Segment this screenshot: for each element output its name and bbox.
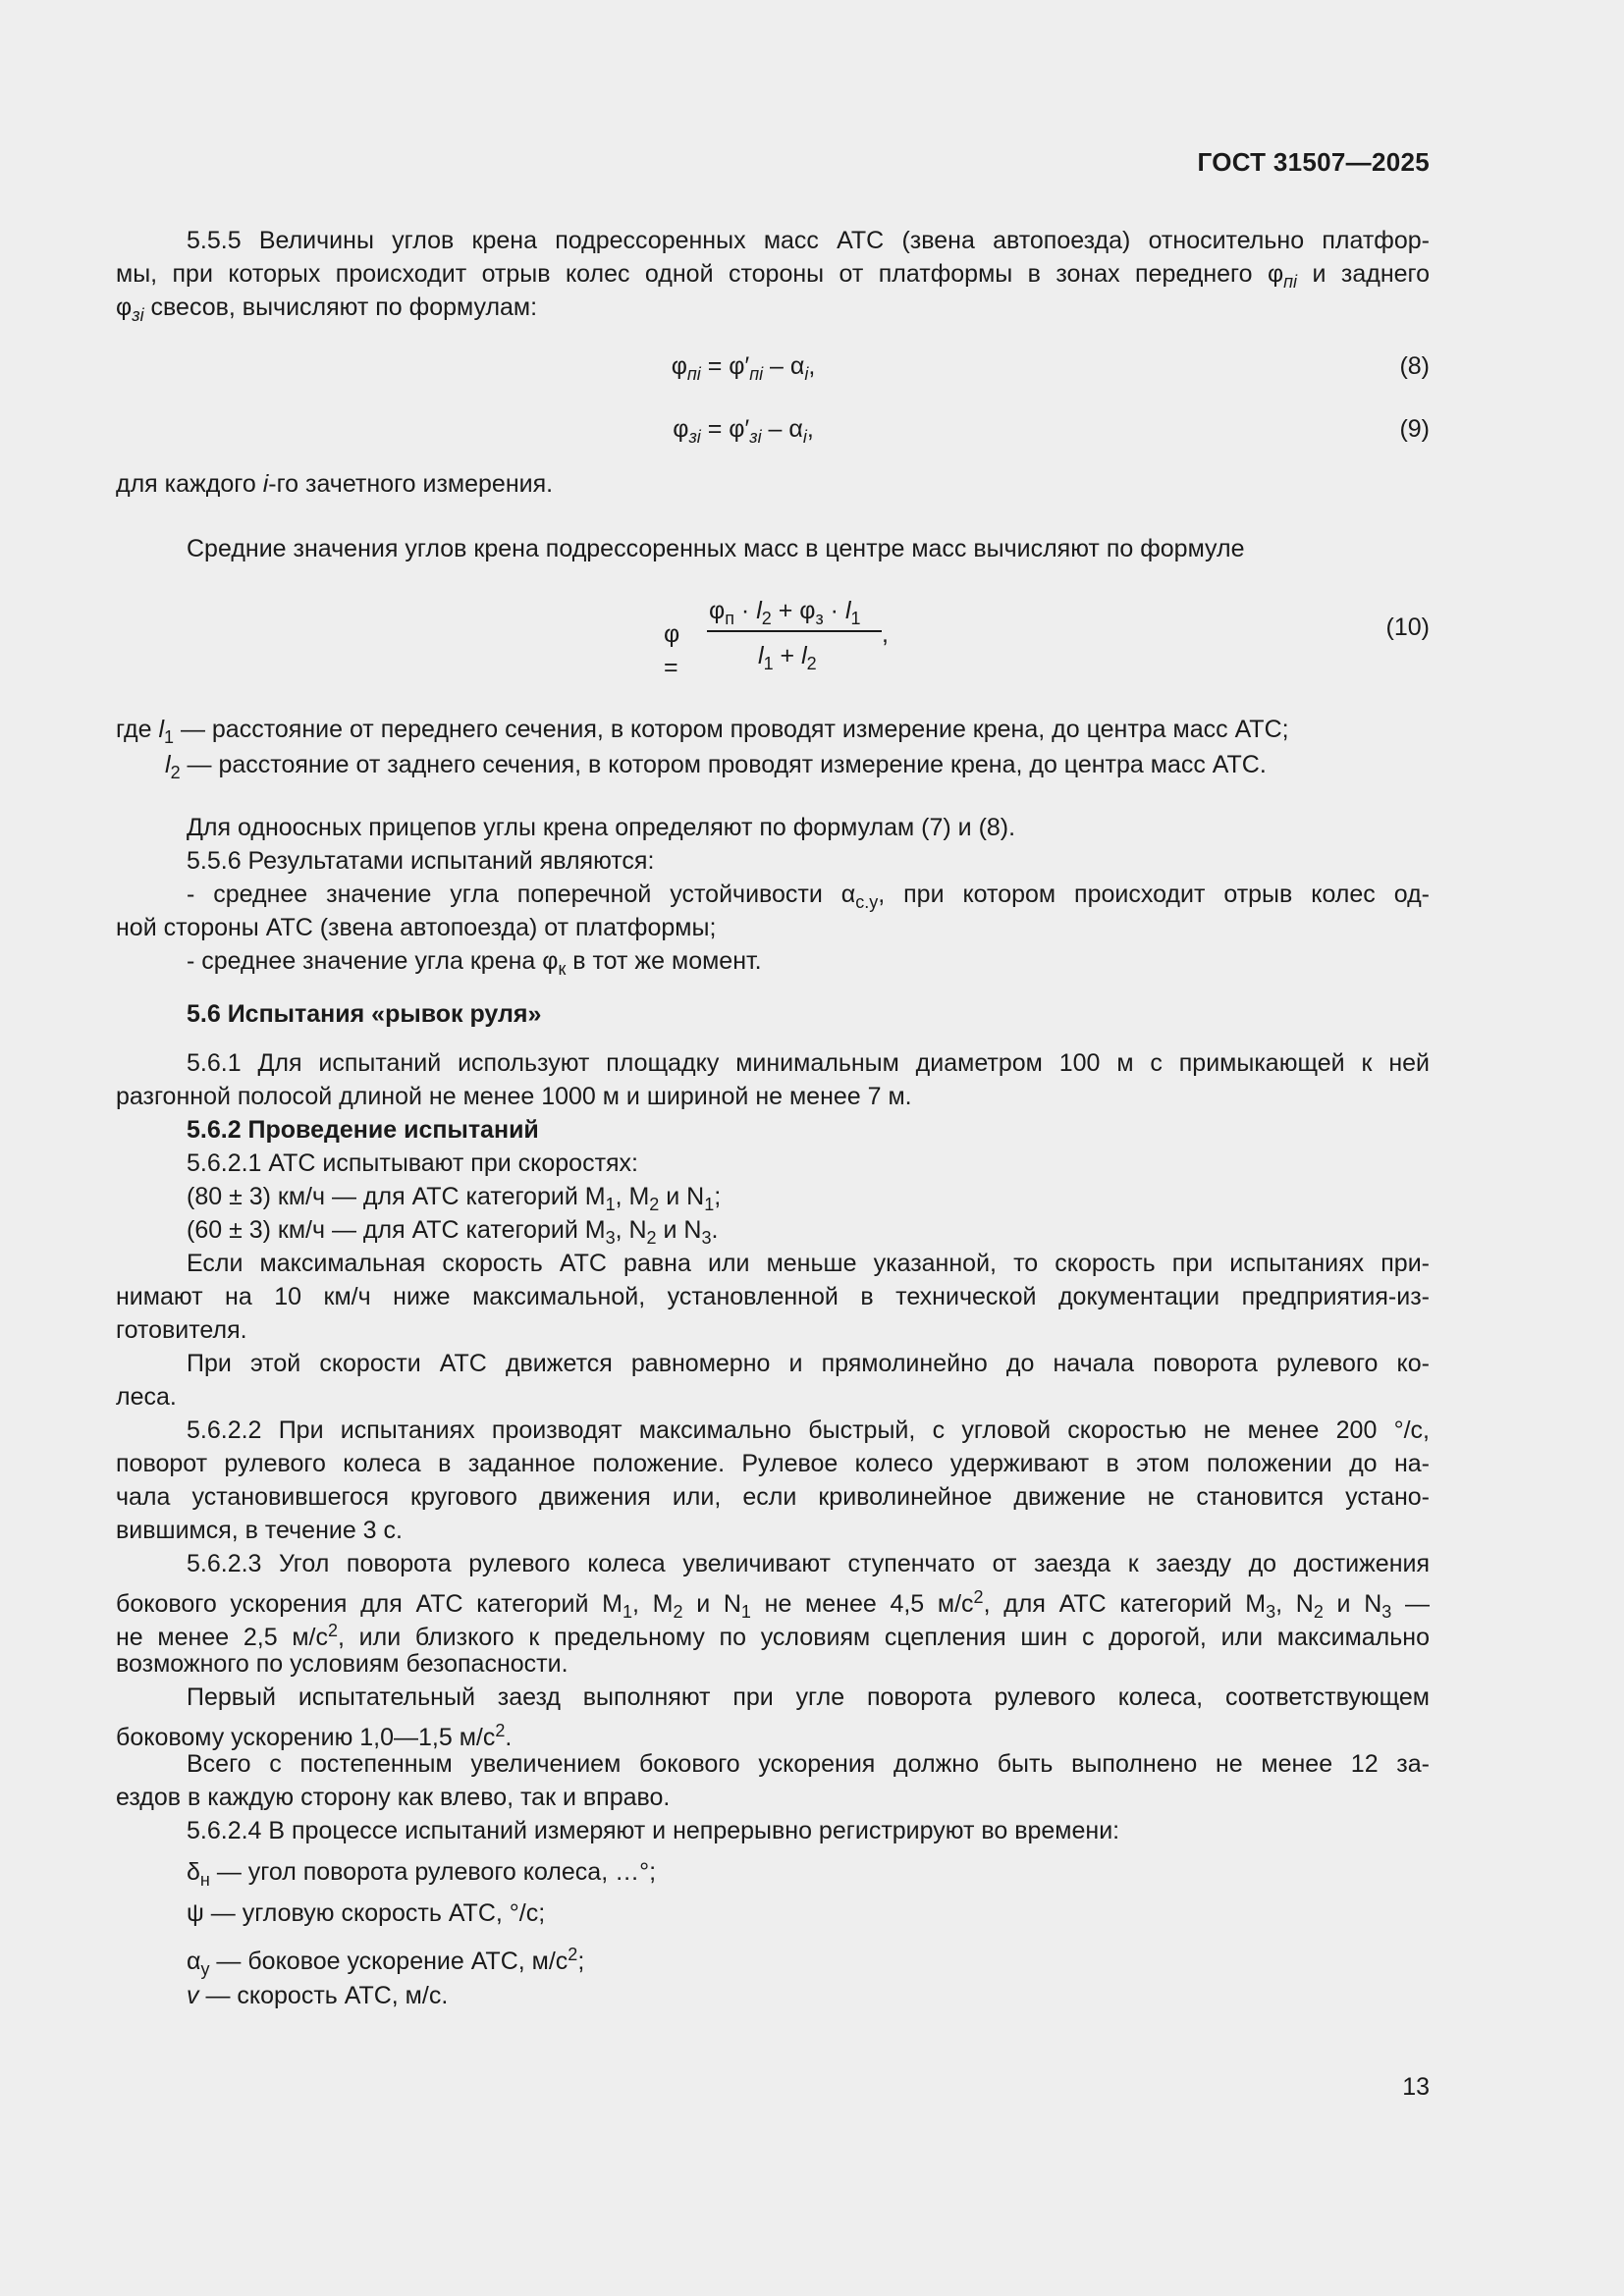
equation-number: (9) <box>1399 415 1430 443</box>
fraction-numerator: $\varphi_п \cdot l_2 + \varphi_з \cdot l_1$ <box>709 597 861 628</box>
paragraph-line: готовителя. <box>116 1316 247 1344</box>
paragraph-line: 5.6.2.2 При испытаниях производят максимально быстрый, с угловой скоростью не менее 200 °/с, <box>187 1416 1430 1444</box>
list-item-cont: ной стороны АТС (звена автопоезда) от платформы; <box>116 914 717 941</box>
paragraph-line: 5.5.5 Величины углов крена подрессоренных масс АТС (звена автопоезда) относительно платфор- <box>187 227 1430 254</box>
list-item: - среднее значение угла крена $\varphi_к$ в тот же момент. <box>187 947 762 979</box>
where-line: где $l_1$ — расстояние от переднего сечения, в котором проводят измерение крена, до центра масс АТС; <box>116 716 1289 747</box>
paragraph-line: чала установившегося кругового движения или, если криволинейное движение не становится устано- <box>116 1483 1430 1511</box>
paragraph-line: леса. <box>116 1383 177 1411</box>
paragraph-line: вившимся, в течение 3 с. <box>116 1517 403 1544</box>
section-title: 5.5.6 Результатами испытаний являются: <box>187 847 655 875</box>
equation-9: $\varphi_{зi} = \varphi'_{зi} - \alpha_i$, (9) <box>116 412 1430 452</box>
paragraph-line: (60 ± 3) км/ч — для АТС категорий $M_3$, $N_2$ и $N_3$. <box>187 1216 719 1248</box>
equation-number: (8) <box>1399 352 1430 380</box>
paragraph-line: Если максимальная скорость АТС равна или меньше указанной, то скорость при испытаниях при- <box>187 1250 1430 1277</box>
document-header: ГОСТ 31507—2025 <box>1197 147 1430 177</box>
paragraph-line: Для одноосных прицепов углы крена определяют по формулам (7) и (8). <box>187 814 1016 841</box>
variable-def: $\delta_н$ — угол поворота рулевого колеса, …°; <box>187 1858 657 1890</box>
section-heading: 5.6 Испытания «рывок руля» <box>187 1000 542 1028</box>
paragraph-line: боковому ускорению 1,0—1,5 $м/с^2$. <box>116 1721 513 1751</box>
paragraph-line: поворот рулевого колеса в заданное положение. Рулевое колесо удерживают в этом положении до на- <box>116 1450 1430 1477</box>
paragraph-line: 5.6.2.4 В процессе испытаний измеряют и непрерывно регистрируют во времени: <box>187 1817 1120 1844</box>
paragraph-line: для каждого i-го зачетного измерения. <box>116 470 554 498</box>
paragraph-line: мы, при которых происходит отрыв колес одной стороны от платформы в зонах переднего $\varphi_{пi}$ и заднего <box>116 260 1430 292</box>
paragraph-line: При этой скорости АТС движется равномерно и прямолинейно до начала поворота рулевого ко- <box>187 1350 1430 1377</box>
page-number: 13 <box>1402 2073 1430 2101</box>
paragraph-line: бокового ускорения для АТС категорий $M_1$, $M_2$ и $N_1$ не менее 4,5 $м/с^2$, для АТС категорий $M_3$, $N_2$ и $N_3$ — <box>116 1587 1430 1622</box>
variable-def: ψ — угловую скорость АТС, °/с; <box>187 1899 546 1927</box>
paragraph-line: $\varphi_{зi}$ свесов, вычисляют по формулам: <box>116 294 538 325</box>
equation-8: $\varphi_{пi} = \varphi'_{пi} - \alpha_i$, (8) <box>116 349 1430 389</box>
paragraph-line: 5.6.2.1 АТС испытывают при скоростях: <box>187 1149 638 1177</box>
paragraph-line: 5.6.2.3 Угол поворота рулевого колеса увеличивают ступенчато от заезда к заезду до достижения <box>187 1550 1430 1577</box>
where-line: $l_2$ — расстояние от заднего сечения, в котором проводят измерение крена, до центра масс АТС. <box>165 751 1267 782</box>
document-page: ГОСТ 31507—2025 5.5.5 Величины углов крена подрессоренных масс АТС (звена автопоезда) относительно платфор- мы, при которых происходит отрыв колес одной стороны от платформы в зонах переднего $\varphi_{пi}$ и заднего $\varphi_{зi}$ свесов, вычисляют по формулам: $\varphi_{пi} = \varphi'_{пi} - \alpha_i$, (8) $\varphi_{зi} = \varphi'_{зi} - \alpha_i$, (9) для каждого i-го зачетного измерения. Средние значения углов крена подрессоренных масс в центре масс вычисляют по формуле φ = $\varphi_п \cdot l_2 + \varphi_з \cdot l_1$ $l_1 + l_2$ , (10) где $l_1$ — расстояние от переднего сечения, в котором проводят измерение крена, до центра масс АТС; $l_2$ — расстояние от заднего сечения, в котором проводят измерение крена, до центра масс АТС. Для одноосных прицепов углы крена определяют по формулам (7) и (8). 5.5.6 Результатами испытаний являются: - среднее значение угла поперечной устойчивости $\alpha_{с.у}$, при котором происходит отрыв колес од- ной стороны АТС (звена автопоезда) от платформы; - среднее значение угла крена $\varphi_к$ в тот же момент. 5.6 Испытания «рывок руля» 5.6.1 Для испытаний используют площадку минимальным диаметром 100 м с примыкающей к ней разгонной полосой длиной не менее 1000 м и шириной не менее 7 м. 5.6.2 Проведение испытаний 5.6.2.1 АТС испытывают при скоростях: (80 ± 3) км/ч — для АТС категорий $M_1$, $M_2$ и $N_1$; (60 ± 3) км/ч — для АТС категорий $M_3$, $N_2$ и $N_3$. Если максимальная скорость АТС равна или меньше указанной, то скорость при испытаниях при- нимают на 10 км/ч ниже максимальной, установленной в технической документации предприятия-из- готовителя. При этой скорости АТС движется равномерно и прямолинейно до начала поворота рулевого ко- леса. 5.6.2.2 При испытаниях производят максимально быстрый, с угловой скоростью не менее 200 °/с, поворот рулевого колеса в заданное положение. Рулевое колесо удерживают в этом положении до на- чала установившегося кругового движения или, если криволинейное движение не становится устано- вившимся, в течение 3 с. 5.6.2.3 Угол поворота рулевого колеса увеличивают ступенчато от заезда к заезду до достижения бокового ускорения для АТС категорий $M_1$, $M_2$ и $N_1$ не менее 4,5 $м/с^2$, для АТС категорий $M_3$, $N_2$ и $N_3$ — не менее 2,5 $м/с^2$, или близкого к предельному по условиям сцепления шин с дорогой, или максимально возможного по условиям безопасности. Первый испытательный заезд выполняют при угле поворота рулевого колеса, соответствующем боковому ускорению 1,0—1,5 $м/с^2$. Всего с постепенным увеличением бокового ускорения должно быть выполнено не менее 12 за- ездов в каждую сторону как влево, так и вправо. 5.6.2.4 В процессе испытаний измеряют и непрерывно регистрируют во времени: $\delta_н$ — угол поворота рулевого колеса, …°; ψ — угловую скорость АТС, °/с; $\alpha_y$ — боковое ускорение АТС, $м/с^2$; v — скорость АТС, м/с. 13 <box>0 0 1624 2296</box>
paragraph-line: возможного по условиям безопасности. <box>116 1650 568 1678</box>
paragraph-line: 5.6.1 Для испытаний используют площадку минимальным диаметром 100 м с примыкающей к ней <box>187 1049 1430 1077</box>
variable-def: v — скорость АТС, м/с. <box>187 1982 449 2009</box>
paragraph-line: (80 ± 3) км/ч — для АТС категорий $M_1$, $M_2$ и $N_1$; <box>187 1183 722 1214</box>
paragraph-line: разгонной полосой длиной не менее 1000 м и шириной не менее 7 м. <box>116 1083 912 1110</box>
paragraph-line: не менее 2,5 $м/с^2$, или близкого к предельному по условиям сцепления шин с дорогой, или максимально <box>116 1621 1430 1651</box>
paragraph-line: Средние значения углов крена подрессоренных масс в центре масс вычисляют по формуле <box>187 535 1245 562</box>
paragraph-line: нимают на 10 км/ч ниже максимальной, установленной в технической документации предприятия-из- <box>116 1283 1430 1310</box>
equation-number: (10) <box>1385 614 1430 641</box>
section-heading: 5.6.2 Проведение испытаний <box>187 1116 539 1144</box>
equation-10-number-row <box>116 611 1430 650</box>
fraction-denominator: $l_1 + l_2$ <box>758 642 817 673</box>
list-item: - среднее значение угла поперечной устойчивости $\alpha_{с.у}$, при котором происходит отрыв колес од- <box>187 881 1430 912</box>
paragraph-line: ездов в каждую сторону как влево, так и вправо. <box>116 1784 671 1811</box>
variable-def: $\alpha_y$ — боковое ускорение АТС, $м/с^2$; <box>187 1945 585 1979</box>
paragraph-line: Всего с постепенным увеличением бокового ускорения должно быть выполнено не менее 12 за- <box>187 1750 1430 1778</box>
paragraph-line: Первый испытательный заезд выполняют при угле поворота рулевого колеса, соответствующем <box>187 1683 1430 1711</box>
